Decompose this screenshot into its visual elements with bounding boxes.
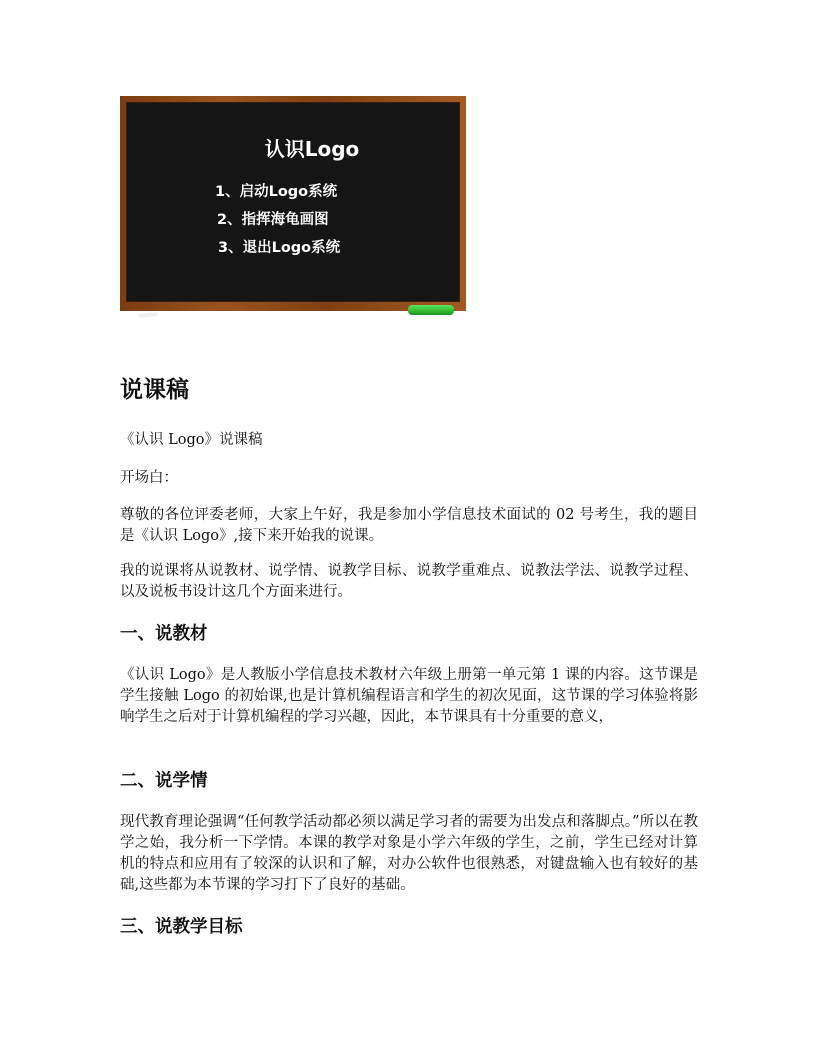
- blackboard-surface: [126, 102, 460, 302]
- outline-paragraph: 我的说课将从说教材、说学情、说教学目标、说教学重难点、说教法学法、说教学过程、以及说板书设计这几个方面来进行。: [120, 563, 698, 600]
- eraser-icon: [408, 305, 454, 315]
- section-heading-textbook: 一、说教材: [120, 624, 208, 644]
- opening-label: 开场白：: [120, 470, 178, 486]
- section-heading-objectives: 三、说教学目标: [120, 917, 243, 937]
- blackboard-item: 3、退出Logo系统: [218, 240, 341, 256]
- students-paragraph: 现代教育理论强调“任何教学活动都必须以满足学习者的需要为出发点和落脚点。”所以在教学之始，我分析一下学情。本课的教学对象是小学六年级的学生，之前，学生已经对计算机的特点和应用有了较深的认识和了解，对办公软件也很熟悉，对键盘输入也有较好的基础,这些都为本节课的学习打下了良好的基础。: [120, 814, 698, 893]
- textbook-paragraph: 《认识 Logo》是人教版小学信息技术教材六年级上册第一单元第 1 课的内容。这节课是学生接触 Logo 的初始课,也是计算机编程语言和学生的初次见面，这节课的学习体验将影响学生之后对于计算机编程的学习兴趣，因此，本节课具有十分重要的意义，: [120, 667, 698, 725]
- blackboard-title: 认识Logo: [264, 137, 360, 161]
- document-heading: 说课稿: [120, 377, 189, 403]
- blackboard-item: 1、启动Logo系统: [215, 184, 338, 200]
- blackboard-item: 2、指挥海龟画图: [217, 212, 329, 228]
- blackboard-list: [215, 181, 340, 265]
- section-heading-students: 二、说学情: [120, 771, 208, 791]
- document-subtitle: 《认识 Logo》说课稿: [120, 432, 263, 448]
- intro-paragraph: 尊敬的各位评委老师，大家上午好，我是参加小学信息技术面试的 02 号考生，我的题目是《认识 Logo》,接下来开始我的说课。: [120, 507, 698, 544]
- blackboard-image: [120, 96, 466, 311]
- chalk-icon: [138, 312, 158, 318]
